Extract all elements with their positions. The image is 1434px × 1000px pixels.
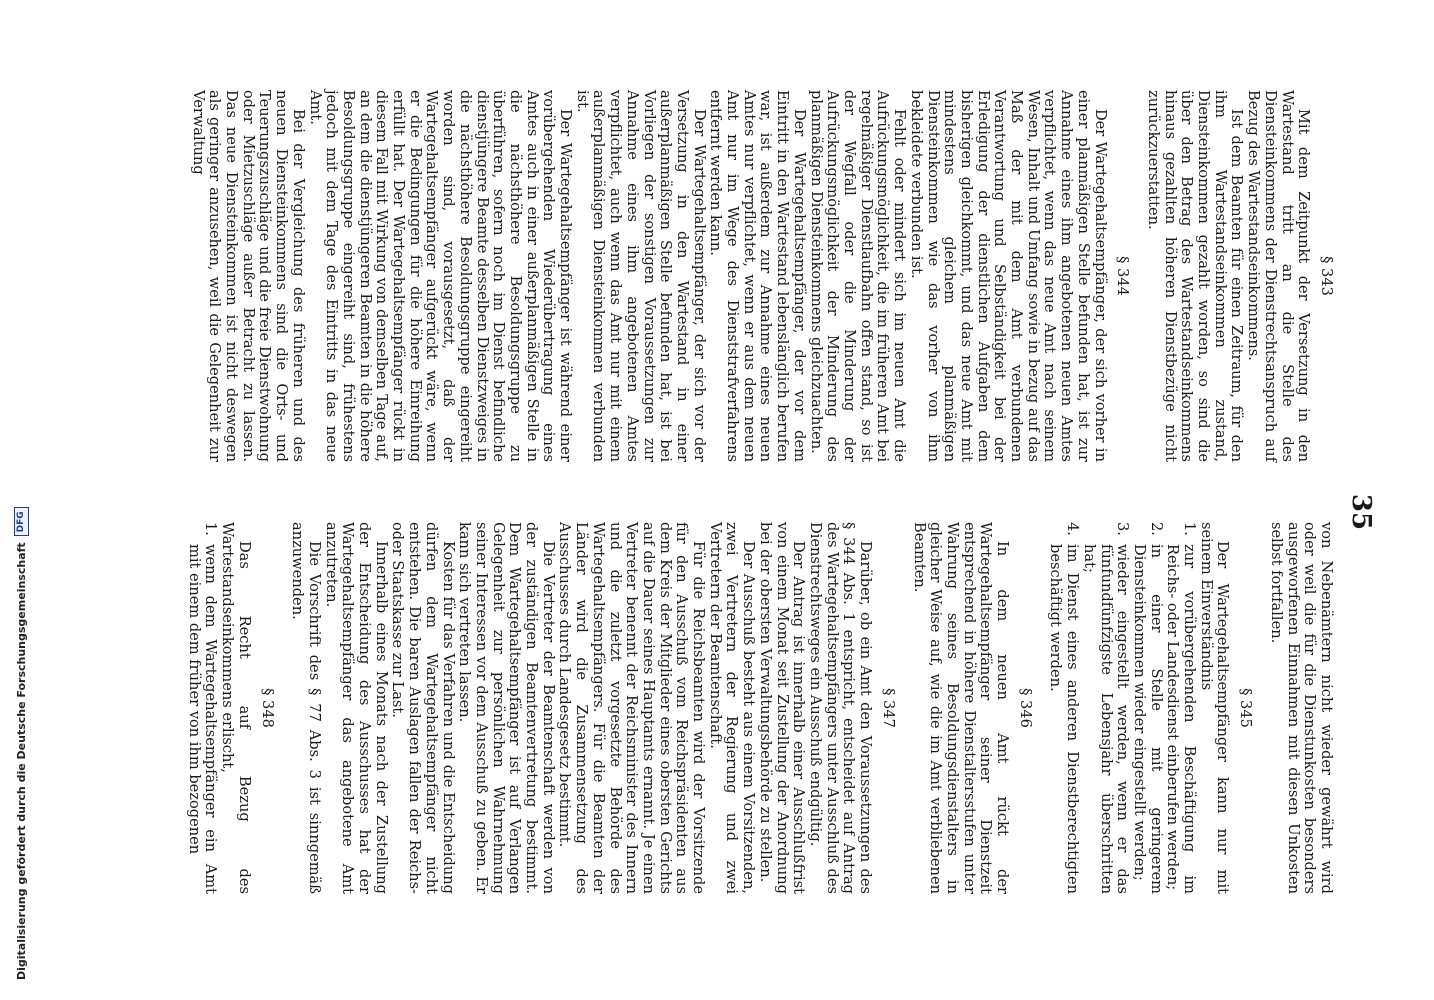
list-number: 3.	[1114, 522, 1132, 536]
list-text: im Dienst eines anderen Dienstberechtigten beschäftigt werden.	[1047, 544, 1082, 894]
digitization-footer	[12, 20, 30, 980]
digitization-note: Digitalisierung gefördert durch die Deutsche Forschungsgemeinschaft	[14, 542, 28, 980]
list-item	[1130, 522, 1163, 894]
paragraph: Der Wartegehaltsempfänger kann nur mit seinem Einverständnis	[1197, 522, 1232, 894]
paragraph: Der Antrag ist innerhalb einer Ausschlußfrist von einem Monat seit Zustellung der Anordnung bei der obersten Verwaltungsbehörde zu stellen.	[756, 522, 808, 894]
paragraph: Der Wartegehaltsempfänger ist während einer vorübergehenden Wiederübertragung eines Amtes auch in einer außerplanmäßigen Stelle in die nächsthöhere Besoldungsgruppe zu überführen, sofern noch im Dienst befindliche dienstjüngere Beamte desselben Dienstzweiges in die nächsthöhere Besoldungsgruppe eingereiht worden sind, vorausgesetzt, daß der Wartegehaltsempfänger aufgerückt wäre, wenn er die Bedingungen für die höhere Einreihung erfüllt hat. Der Wartegehaltsempfänger rückt in diesem Fall mit Wirkung von demselben Tage auf, an dem die dienstjüngeren Beamten in die höhere Besoldungsgruppe eingereiht sind, frühestens jedoch mit dem Tage des Eintritts in das neue Amt.	[306, 90, 575, 462]
paragraph: Bei der Vergleichung des früheren und des neuen Diensteinkommens sind die Orts- und Teuerungszuschläge und die freie Dienstwohnung oder Mietzuschläge außer Betracht zu lassen. Das neue Diensteinkommen ist nicht deswegen als geringer anzusehen, weil die Gelegenheit zur Verwaltung	[189, 90, 307, 462]
list-number: 4.	[1064, 522, 1082, 536]
list-item	[1080, 522, 1130, 894]
list-number: 1.	[1181, 522, 1199, 536]
list-number: 2.	[1147, 522, 1165, 536]
list-item	[1047, 522, 1080, 894]
list-text: wenn dem Wartegehaltsempfänger ein Amt mit einem dem früher von ihm bezogenen	[185, 544, 220, 894]
right-column	[134, 522, 1334, 894]
paragraph: Mit dem Zeitpunkt der Versetzung in den Wartestand tritt an die Stelle des Diensteinkommens der Dienstrechtsanspruch auf Bezug des Wartestandseinkommens.	[1245, 90, 1313, 462]
page-number: 35	[1346, 493, 1376, 531]
paragraph: Der Ausschuß besteht aus einem Vorsitzenden, zwei Vertretern der Regierung und zwei Vertretern der Beamtenschaft.	[706, 522, 758, 894]
left-column	[189, 90, 1335, 462]
section-heading-346: § 346	[1016, 688, 1034, 728]
section-heading-347: § 347	[879, 688, 897, 728]
paragraph: Für die Reichsbeamten wird der Vorsitzende für den Ausschuß vom Reichspräsidenten aus dem Kreis der Mitglieder eines obersten Gerichts auf die Dauer seines Hauptamts ernannt. Je einen Vertreter benennt der Reichsminister des Innern und die zuletzt vorgesetzte Behörde des Wartegehaltsempfängers. Für die Beamten der Länder wird die Zusammensetzung des Ausschusses durch Landesgesetz bestimmt.	[556, 522, 708, 894]
paragraph: Fehlt oder mindert sich im neuen Amt die Aufrückungsmöglichkeit, die im früheren Amt bei regelmäßiger Dienstlaufbahn offen stand, so ist der Wegfall oder die Minderung der Aufrückungsmöglichkeit der Minderung des planmäßigen Diensteinkommens gleichzuachten.	[807, 90, 909, 462]
list-item	[185, 522, 218, 894]
list-text: in einer Stelle mit geringerem Diensteinkommen wieder eingestellt werden;	[1130, 544, 1165, 894]
list-number: 1.	[202, 522, 220, 536]
paragraph: Kosten für das Verfahren und die Entscheidung dürfen dem Wartegehaltsempfänger nicht entstehen. Die baren Auslagen fallen der Reichs- oder Staatskasse zur Last.	[389, 522, 457, 894]
list-text: wieder eingestellt werden, wenn er das fünfundfünfzigste Lebensjahr überschritten hat;	[1080, 544, 1132, 894]
list-item	[1164, 522, 1197, 894]
paragraph: Die Vorschrift des § 77 Abs. 3 ist sinngemäß anzuwenden.	[289, 522, 323, 894]
paragraph-continued: von Nebenämtern nicht wieder gewährt wird oder weil die für die Dienstunkosten besonders ausgeworfenen Einnahmen mit diesen Unkosten selbst fortfallen.	[1267, 522, 1335, 894]
paragraph: Ist dem Beamten für einen Zeitraum, für den ihm Wartestandseinkommen zustand, Diensteinkommen gezahlt worden, so sind die über den Betrag des Wartestandseinkommens hinaus gezahlten höheren Dienstbezüge nicht zurückzuerstatten.	[1144, 90, 1246, 462]
paragraph: Der Wartegehaltsempfänger, der vor dem Eintritt in den Wartestand lebenslänglich berufen war, ist außerdem zur Annahme eines neuen Amtes nur verpflichtet, wenn er aus dem neuen Amt nur im Wege des Dienststrafverfahrens entfernt werden kann.	[707, 90, 808, 462]
section-heading-348: § 348	[258, 688, 276, 728]
paragraph: Innerhalb eines Monats nach der Zustellung der Entscheidung des Ausschusses hat der Wartegehaltsempfänger das angebotene Amt anzutreten.	[322, 522, 390, 894]
list-text: zur vorübergehenden Beschäftigung im Reichs- oder Landesdienst einberufen werden;	[1164, 544, 1199, 894]
paragraph: Die Vertreter der Beamtenschaft werden von der zuständigen Beamtenvertretung bestimmt. Dem Wartegehaltsempfänger ist auf Verlangen Gelegenheit zur persönlichen Wahrnehmung seiner Interessen vor dem Ausschuß zu geben. Er kann sich vertreten lassen.	[456, 522, 557, 894]
paragraph: In dem neuen Amt rückt der Wartegehaltsempfänger seiner Dienstzeit entsprechend in höhere Dienstaltersstufen unter Wahrung seines Besoldungsdienstalters in gleicher Weise auf, wie die im Amt verbliebenen Beamten.	[910, 522, 1012, 894]
section-heading-343: § 343	[1318, 256, 1335, 296]
paragraph: Das Recht auf Bezug des Wartestandseinkommens erlischt,	[219, 522, 253, 894]
section-heading-344: § 344	[1114, 256, 1132, 296]
section-heading-345: § 345	[1237, 688, 1255, 728]
paragraph: Darüber, ob ein Amt den Voraussetzungen des § 344 Abs. 1 entspricht, entscheidet auf Antrag des Wartegehaltsempfängers unter Ausschluß des Dienstrechtsweges ein Ausschuß endgültig.	[807, 522, 875, 894]
dfg-logo: DFG	[14, 507, 29, 536]
paragraph: Der Wartegehaltsempfänger, der sich vorher in einer planmäßigen Stelle befunden hat, ist zur Annahme eines ihm angebotenen neuen Amtes verpflichtet, wenn das neue Amt nach seinem Wesen, Inhalt und Umfang sowie in bezug auf das Maß der mit dem Amt verbundenen Verantwortung und Selbständigkeit bei der Erledigung der dienstlichen Aufgaben dem bisherigen gleichkommt, und das neue Amt mit mindestens gleichem planmäßigen Diensteinkommen wie das vorher von ihm bekleidete verbunden ist.	[907, 90, 1109, 462]
paragraph: Der Wartegehaltsempfänger, der sich vor der Versetzung in den Wartestand in einer außerplanmäßigen Stelle befunden hat, ist bei Vorliegen der sonstigen Voraussetzungen zur Annahme eines ihm angebotenen Amtes verpflichtet, auch wenn das Amt nur mit einem außerplanmäßigen Diensteinkommen verbunden ist.	[573, 90, 708, 462]
